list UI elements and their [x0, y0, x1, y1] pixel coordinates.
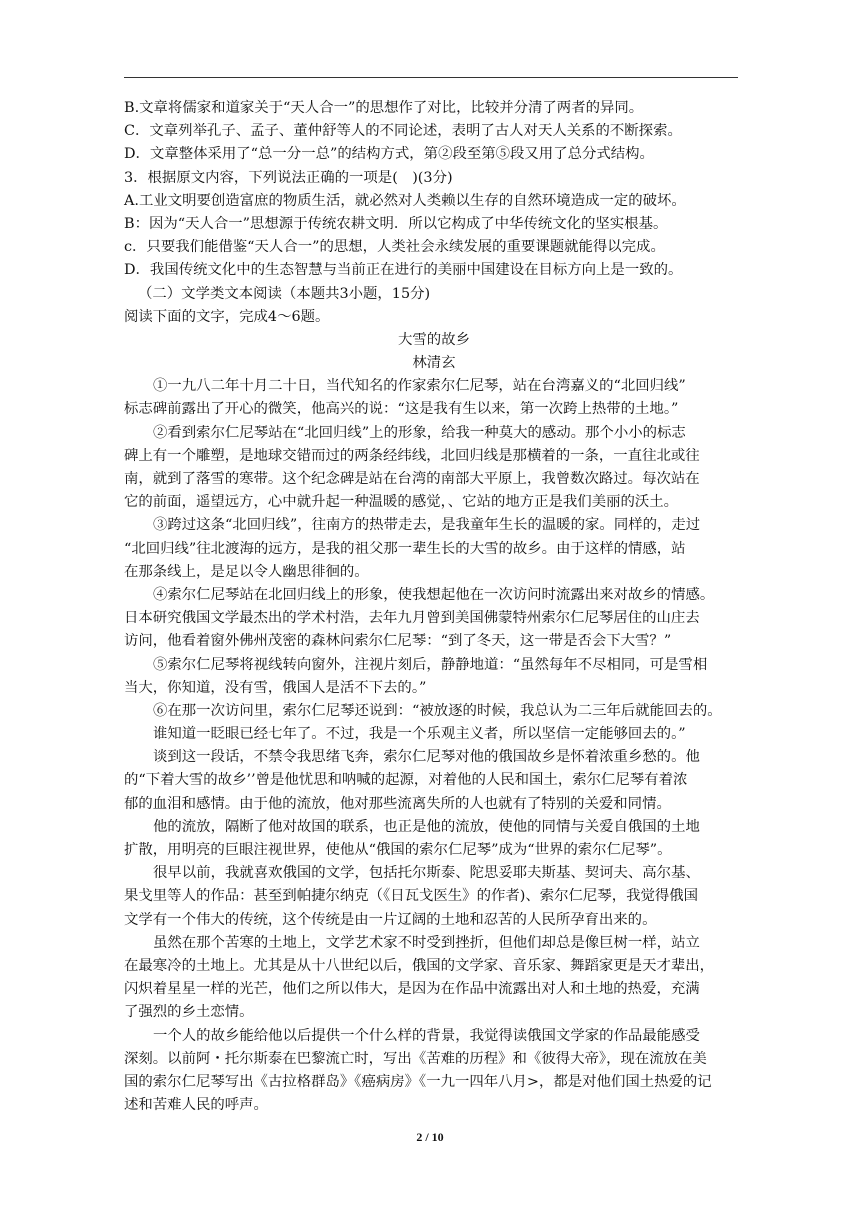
article-line: 深刻。以前阿・托尔斯泰在巴黎流亡时，写出《苦难的历程》和《彼得大帝》，现在流放在美	[124, 1050, 707, 1067]
article-line: 扩散，用明亮的巨眼注视世界，使他从“俄国的索尔仁尼琴”成为“世界的索尔仁尼琴”。	[124, 842, 672, 858]
option-line: C．文章列举孔子、孟子、董仲舒等人的不同论述，表明了古人对天人关系的不断探索。	[124, 123, 682, 140]
article-line: 述和苦难人民的呼声。	[124, 1097, 268, 1114]
instruction: 阅读下面的文字，完成4～6题。	[124, 308, 330, 325]
option-line: D．文章整体采用了“总一分一总”的结构方式，第②段至第⑤段又用了总分式结构。	[124, 146, 654, 163]
option-line: A.工业文明要创造富庶的物质生活，就必然对人类赖以生存的自然环境造成一定的破坏。	[124, 192, 686, 209]
article-line: ①一九八二年十月二十日，当代知名的作家索尔仁尼琴，站在台湾嘉义的“北回归线”	[153, 378, 686, 395]
option-line: B.文章将儒家和道家关于“天人合一”的思想作了对比，比较并分清了两者的异同。	[124, 100, 644, 116]
article-line: 果戈里等人的作品：甚至到帕捷尔纳克（《日瓦戈医生》的作者)、索尔仁尼琴，我觉得俄国	[124, 888, 699, 905]
article-line: ⑥在那一次访问里，索尔仁尼琴还说到：“被放逐的时候，我总认为二三年后就能回去的。	[153, 702, 722, 719]
article-line: ④索尔仁尼琴站在北回归线上的形象，使我想起他在一次访问时流露出来对故乡的情感。	[153, 586, 715, 603]
option-line: B：因为“天人合一”思想源于传统农耕文明．所以它构成了中华传统文化的坚实根基。	[124, 215, 668, 232]
question-3-options	[124, 190, 744, 283]
header-rule	[124, 77, 738, 78]
question-3-stem: 3．根据原文内容，下列说法正确的一项是( )(3分)	[124, 169, 453, 186]
option-line: D．我国传统文化中的生态智慧与当前正在进行的美丽中国建设在目标方向上是一致的。	[124, 262, 683, 279]
article-line: 它的前面，遥望远方，心中就升起一种温暖的感觉，、它站的地方正是我们美丽的沃土。	[124, 494, 679, 511]
article-title: 大雪的故乡	[398, 331, 470, 348]
article-line: 闪炽着星星一样的光芒，他们之所以伟大，是因为在作品中流露出对人和土地的热爱，充满	[124, 981, 700, 998]
article-author: 林清玄	[412, 355, 456, 372]
article-line: 很早以前，我就喜欢俄国的文学，包括托尔斯泰、陀思妥耶夫斯基、契诃夫、高尔基、	[153, 865, 700, 882]
article-line: 在那条线上，是足以令人幽思徘徊的。	[124, 563, 369, 580]
article-line: 日本研究俄国文学最杰出的学术村浩，去年九月曾到美国佛蒙特州索尔仁尼琴居住的山庄去	[124, 610, 700, 627]
article-line: 碑上有一个雕塑，是地球交错而过的两条经纬线，北回归线是那横着的一条，一直往北或往	[124, 447, 700, 464]
article-line: 谁知道一眨眼已经七年了。不过，我是一个乐观主义者，所以坚信一定能够回去的。”	[153, 726, 686, 743]
article-line: “北回归线”往北渡海的远方，是我的祖父那一辈生长的大雪的故乡。由于这样的情感，站	[124, 540, 686, 557]
article-line: 标志碑前露出了开心的微笑，他高兴的说：“这是我有生以来，第一次跨上热带的土地。”	[124, 401, 679, 418]
question-2-options	[124, 97, 744, 167]
article-line: 他的流放，隔断了他对故国的联系，也正是他的流放，使他的同情与关爱自俄国的土地	[153, 818, 700, 835]
article-line: 当大，你知道，没有雪，俄国人是活不下去的。”	[124, 679, 427, 696]
article-body	[124, 375, 744, 1117]
article-line: 南，就到了落雪的寒带。这个纪念碑是站在台湾的南部大平原上，我曾数次路过。每次站在	[124, 471, 700, 487]
article-line: 文学有一个伟大的传统，这个传统是由一片辽阔的土地和忍苦的人民所孕育出来的。	[124, 911, 657, 928]
article-line: ②看到索尔仁尼琴站在“北回归线”上的形象，给我一种莫大的感动。那个小小的标志	[153, 424, 686, 441]
article-line: 的“下着大雪的故乡’’曾是他忧思和呐喊的起源，对着他的人民和国土，索尔仁尼琴有着浓	[124, 772, 688, 789]
section-heading: （二）文学类文本阅读（本题共3小题，15分)	[138, 285, 431, 302]
article-line: 虽然在那个苦寒的土地上，文学艺术家不时受到挫折，但他们却总是像巨树一样，站立	[153, 934, 700, 951]
article-line: 访问，他看着窗外佛州茂密的森林问索尔仁尼琴：“到了冬天，这一带是否会下大雪？”	[124, 633, 672, 650]
article-line: 国的索尔仁尼琴写出《古拉格群岛》《癌病房》《一九一四年八月>，都是对他们国土热爱的记	[124, 1073, 712, 1090]
article-line: 谈到这一段话，不禁令我思绪飞奔，索尔仁尼琴对他的俄国故乡是怀着浓重乡愁的。他	[153, 749, 700, 766]
article-line: 了强烈的乡土恋情。	[124, 1004, 254, 1021]
option-line: c．只要我们能借鉴“天人合一”的思想，人类社会永续发展的重要课题就能得以完成。	[124, 239, 665, 256]
article-line: ③跨过这条“北回归线”，往南方的热带走去，是我童年生长的温暖的家。同样的，走过	[153, 517, 701, 534]
page-content	[124, 97, 744, 1117]
article-line: 在最寒冷的土地上。尤其是从十八世纪以后，俄国的文学家、音乐家、舞蹈家更是天才辈出，	[124, 957, 715, 974]
article-line: ⑤索尔仁尼琴将视线转向窗外，注视片刻后，静静地道：“虽然每年不尽相同，可是雪相	[153, 656, 708, 673]
article-line: 一个人的故乡能给他以后提供一个什么样的背景，我觉得读俄国文学家的作品最能感受	[153, 1027, 700, 1044]
article-line: 郁的血泪和感情。由于他的流放，他对那些流离失所的人也就有了特别的关爱和同情。	[124, 795, 671, 812]
page-number: 2 / 10	[416, 1130, 444, 1144]
